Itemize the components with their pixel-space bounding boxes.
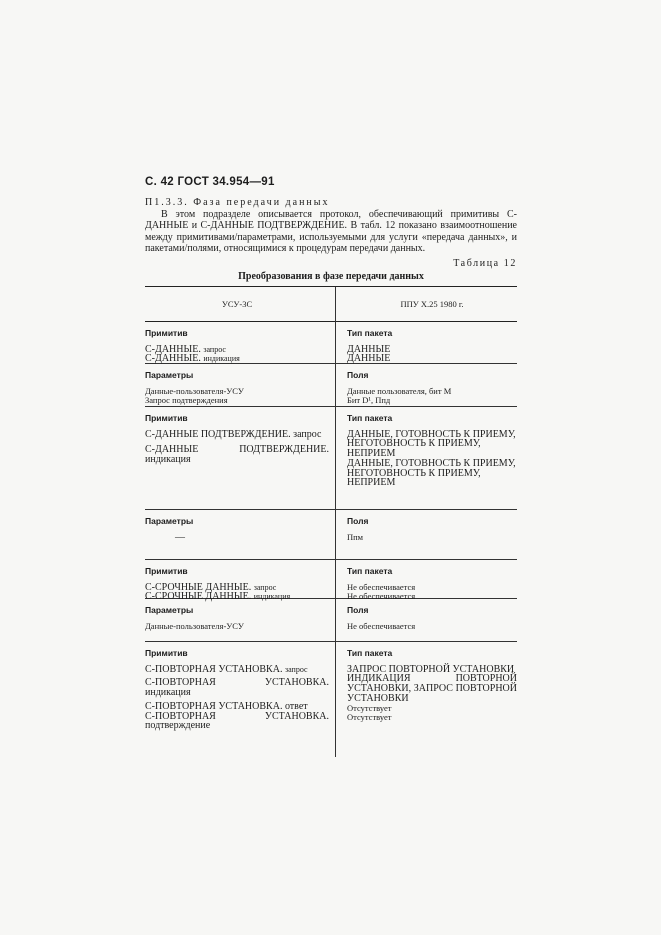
row-title-left: Примитив bbox=[145, 328, 188, 338]
page-header: С. 42 ГОСТ 34.954—91 bbox=[145, 176, 275, 188]
row-title-left: Примитив bbox=[145, 648, 188, 658]
table-title: Преобразования в фазе передачи данных bbox=[238, 271, 424, 282]
row-title-left: Параметры bbox=[145, 605, 194, 615]
primitive-name: С-ДАННЫЕ ПОДТВЕРЖДЕНИЕ. запрос bbox=[145, 428, 322, 440]
table-row bbox=[145, 322, 517, 364]
packet-type: Отсутствует bbox=[347, 702, 392, 713]
row-title-right: Поля bbox=[347, 370, 369, 380]
section-subheading: П1.3.3. Фаза передачи данных bbox=[145, 197, 330, 208]
conversion-table bbox=[145, 286, 517, 757]
packet-type: Отсутствует bbox=[347, 712, 392, 723]
packet-type: ИНДИКАЦИЯ ПОВТОРНОЙ УСТАНОВКИ, ЗАПРОС ПОВТОРНОЙ УСТАНОВКИ bbox=[347, 673, 517, 704]
column-header-left: УСУ-3С bbox=[221, 298, 253, 309]
parameter-name: Запрос подтверждения bbox=[145, 395, 228, 406]
primitive-name: С-ДАННЫЕ. bbox=[145, 343, 201, 355]
packet-type: ДАННЫЕ, ГОТОВНОСТЬ К ПРИЕМУ, НЕГОТОВНОСТЬ К ПРИЕМУ, НЕПРИЕМ bbox=[347, 428, 516, 460]
column-divider bbox=[335, 287, 336, 757]
row-title-right: Тип пакета bbox=[347, 328, 393, 338]
table-row bbox=[145, 407, 517, 510]
table-row bbox=[145, 599, 517, 642]
table-row bbox=[145, 560, 517, 603]
packet-type: Не обеспечивается bbox=[347, 581, 416, 592]
primitive-name: С-ПОВТОРНАЯ УСТАНОВКА. индикация bbox=[145, 677, 329, 699]
intro-section bbox=[145, 197, 517, 255]
packet-type: ДАННЫЕ, ГОТОВНОСТЬ К ПРИЕМУ, НЕГОТОВНОСТЬ К ПРИЕМУ, НЕПРИЕМ bbox=[347, 457, 516, 489]
primitive-name: С-СРОЧНЫЕ ДАННЫЕ. bbox=[145, 591, 252, 603]
parameter-name: Данные-пользователя-УСУ bbox=[145, 620, 244, 631]
row-title-left: Примитив bbox=[145, 566, 188, 576]
packet-type: ЗАПРОС ПОВТОРНОЙ УСТАНОВКИ bbox=[347, 663, 515, 675]
parameter-name: — bbox=[175, 531, 185, 543]
row-title-left: Параметры bbox=[145, 370, 194, 380]
row-title-right: Поля bbox=[347, 605, 369, 615]
primitive-name: С-ДАННЫЕ. bbox=[145, 353, 201, 365]
parameter-name: Данные-пользователя-УСУ bbox=[145, 385, 244, 396]
row-title-left: Примитив bbox=[145, 413, 188, 423]
primitive-qualifier: индикация bbox=[203, 354, 240, 364]
field-name: Не обеспечивается bbox=[347, 620, 416, 631]
table-label: Таблица 12 bbox=[453, 258, 517, 269]
primitive-name: С-СРОЧНЫЕ ДАННЫЕ. bbox=[145, 581, 252, 593]
table-row bbox=[145, 510, 517, 560]
intro-paragraph: В этом подразделе описывается протокол, обеспечивающий примитивы С-ДАННЫЕ и С-ДАННЫЕ ПОДТВЕРЖДЕНИЕ. В табл. 12 показано взаимоотношение между примитивами/параметрами, используемыми для услуги «передача данных», и пакетами/полями, относящимися к процедурам передачи данных. bbox=[145, 208, 517, 254]
primitive-qualifier: запрос bbox=[203, 344, 226, 354]
packet-type: ДАННЫЕ bbox=[347, 353, 391, 365]
table-header-row bbox=[145, 287, 517, 322]
primitive-qualifier: индикация bbox=[253, 592, 291, 602]
field-name: Данные пользователя, бит М bbox=[347, 385, 452, 396]
row-title-right: Тип пакета bbox=[347, 648, 393, 658]
table-row bbox=[145, 364, 517, 407]
row-title-left: Параметры bbox=[145, 516, 194, 526]
field-name: Бит D¹, Ппд bbox=[347, 395, 391, 406]
primitive-name: С-ПОВТОРНАЯ УСТАНОВКА. подтверждение bbox=[145, 710, 329, 732]
primitive-name: С-ПОВТОРНАЯ УСТАНОВКА. bbox=[145, 663, 283, 675]
primitive-name: С-ДАННЫЕ ПОДТВЕРЖДЕНИЕ. индикация bbox=[145, 444, 329, 466]
row-title-right: Тип пакета bbox=[347, 566, 393, 576]
packet-type: ДАННЫЕ bbox=[347, 343, 391, 355]
primitive-qualifier: запрос bbox=[253, 582, 277, 592]
field-name: Ппм bbox=[347, 531, 364, 542]
table-row bbox=[145, 642, 517, 757]
primitive-qualifier: запрос bbox=[284, 664, 308, 674]
row-title-right: Тип пакета bbox=[347, 413, 393, 423]
packet-type: Не обеспечивается bbox=[347, 591, 416, 602]
primitive-name: С-ПОВТОРНАЯ УСТАНОВКА. ответ bbox=[145, 700, 308, 712]
column-header-right: ППУ X.25 1980 г. bbox=[400, 298, 464, 309]
row-title-right: Поля bbox=[347, 516, 369, 526]
